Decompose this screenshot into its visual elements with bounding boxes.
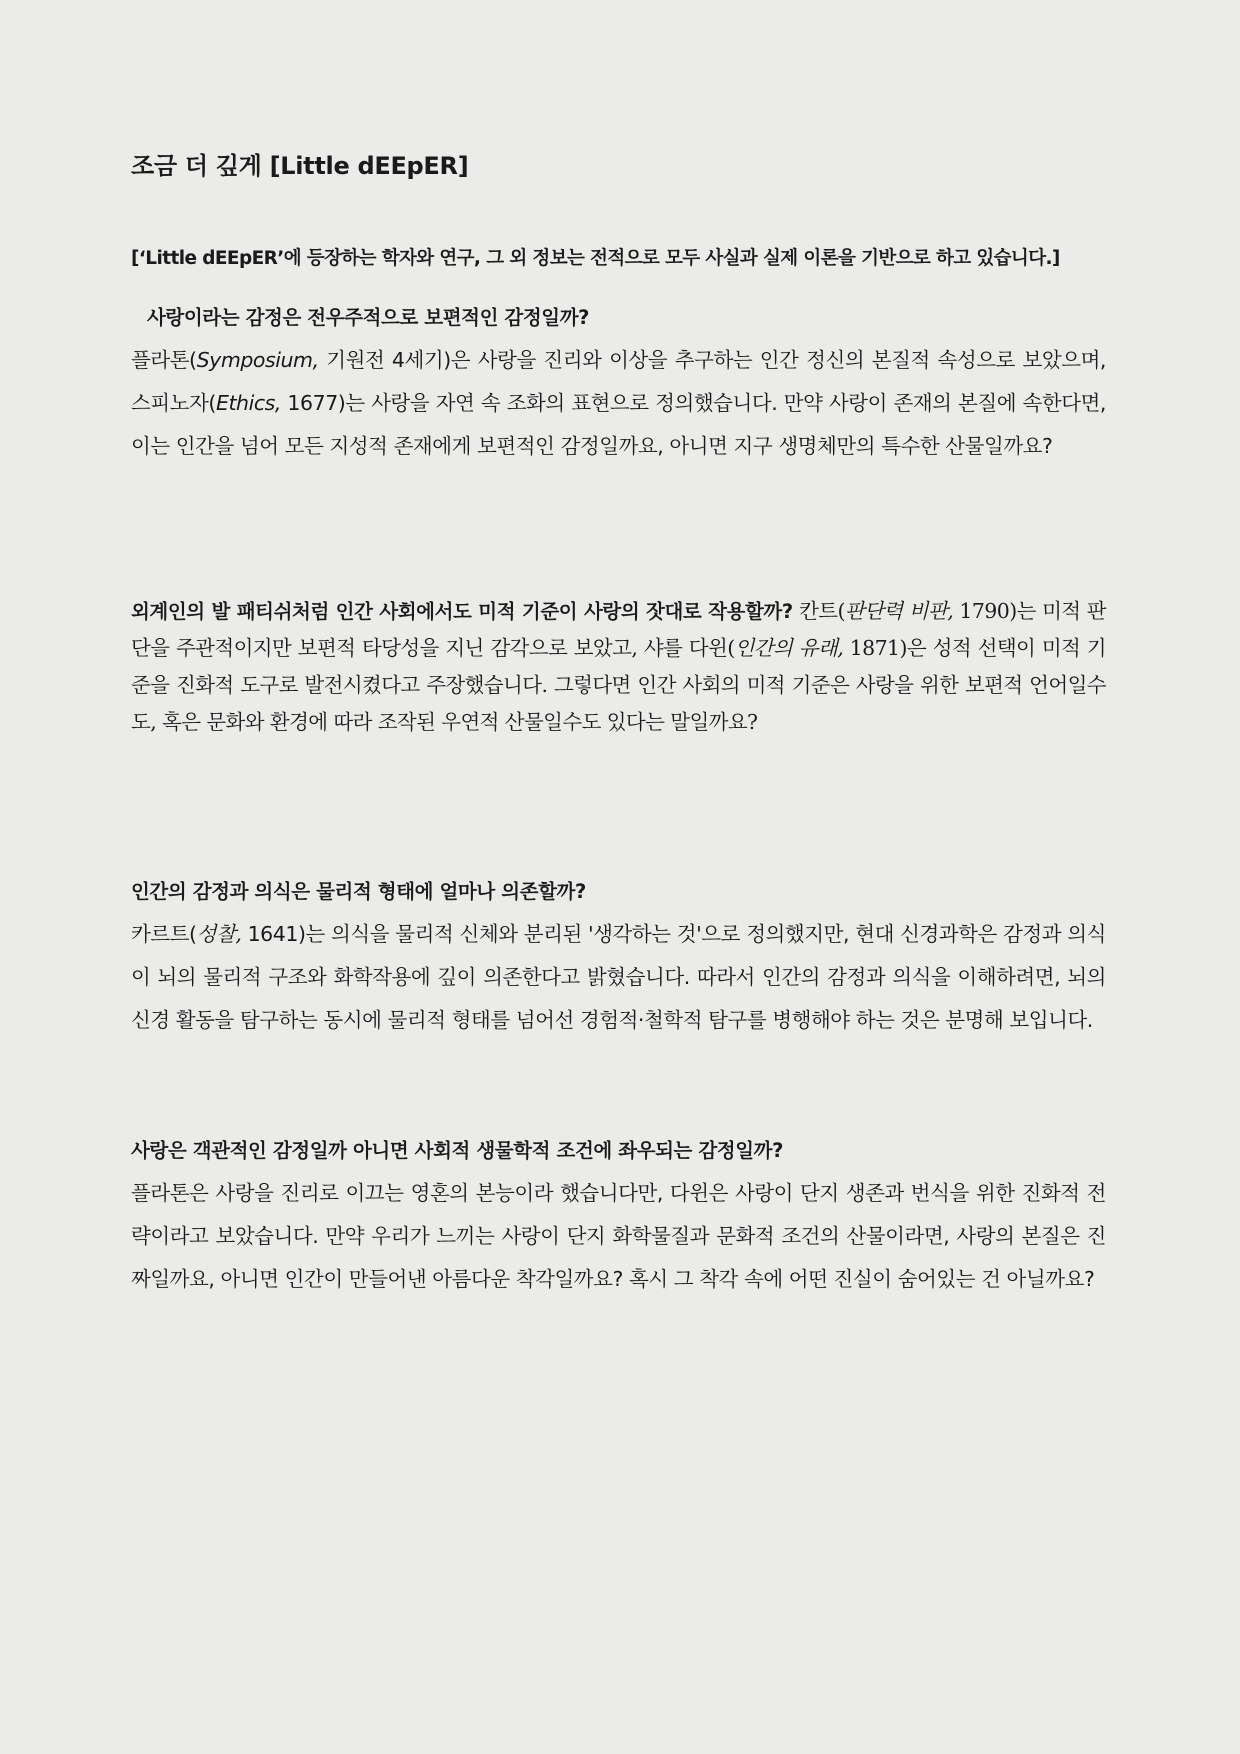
section-body: 외계인의 발 패티쉬처럼 인간 사회에서도 미적 기준이 사랑의 잣대로 작용할까? 칸트(판단력 비판, 1790)는 미적 판단을 주관적이지만 보편적 타당성을 지닌 감각으로 보았고, 샤를 다윈(인간의 유래, 1871)은 성적 선택이 미적 기준을 진화적 도구로 발전시켰다고 주장했습니다. 그렇다면 인간 사회의 미적 기준은 사랑을 위한 보편적 언어일수도, 혹은 문화와 환경에 따라 조작된 우연적 산물일수도 있다는 말일까요? xyxy=(131,599,1107,734)
source-notice: [‘Little dEEpER’에 등장하는 학자와 연구, 그 외 정보는 전적으로 모두 사실과 실제 이론을 기반으로 하고 있습니다.] xyxy=(131,248,1060,269)
section-body: 플라톤은 사랑을 진리로 이끄는 영혼의 본능이라 했습니다만, 다윈은 사랑이 단지 생존과 번식을 위한 진화적 전략이라고 보았습니다. 만약 우리가 느끼는 사랑이 단지 화학물질과 문화적 조건의 산물이라면, 사랑의 본질은 진짜일까요, 아니면 인간이 만들어낸 아름다운 착각일까요? 혹시 그 착각 속에 어떤 진실이 숨어있는 건 아닐까요? xyxy=(131,1181,1106,1291)
section-universal-love xyxy=(131,303,1106,468)
section-question: 외계인의 발 패티쉬처럼 인간 사회에서도 미적 기준이 사랑의 잣대로 작용할까? xyxy=(131,600,793,623)
page-title: 조금 더 깊게 [Little dEEpER] xyxy=(131,152,469,180)
section-physical-form xyxy=(131,877,1106,1042)
citation-title: 성찰, xyxy=(196,922,242,946)
section-body: 플라톤(Symposium, 기원전 4세기)은 사랑을 진리와 이상을 추구하는 인간 정신의 본질적 속성으로 보았으며, 스피노자(Ethics, 1677)는 사랑을 자연 속 조화의 표현으로 정의했습니다. 만약 사랑이 존재의 본질에 속한다면, 이는 인간을 넘어 모든 지성적 존재에게 보편적인 감정일까요, 아니면 지구 생명체만의 특수한 산물일까요? xyxy=(131,348,1106,458)
section-objective-love xyxy=(131,1136,1106,1301)
section-body: 카르트(성찰, 1641)는 의식을 물리적 신체와 분리된 '생각하는 것'으로 정의했지만, 현대 신경과학은 감정과 의식이 뇌의 물리적 구조와 화학작용에 깊이 의존한다고 밝혔습니다. 따라서 인간의 감정과 의식을 이해하려면, 뇌의 신경 활동을 탐구하는 동시에 물리적 형태를 넘어선 경험적·철학적 탐구를 병행해야 하는 것은 분명해 보입니다. xyxy=(131,922,1106,1032)
citation-title: Symposium, xyxy=(196,348,319,372)
section-aesthetic-standard xyxy=(131,593,1106,741)
citation-title: Ethics, xyxy=(215,391,281,415)
section-question: 사랑이라는 감정은 전우주적으로 보편적인 감정일까? xyxy=(147,306,590,329)
citation-title: 판단력 비판, xyxy=(844,599,954,623)
citation-title: 인간의 유래, xyxy=(734,636,844,660)
section-question: 사랑은 객관적인 감정일까 아니면 사회적 생물학적 조건에 좌우되는 감정일까? xyxy=(131,1139,784,1162)
section-question: 인간의 감정과 의식은 물리적 형태에 얼마나 의존할까? xyxy=(131,880,586,903)
